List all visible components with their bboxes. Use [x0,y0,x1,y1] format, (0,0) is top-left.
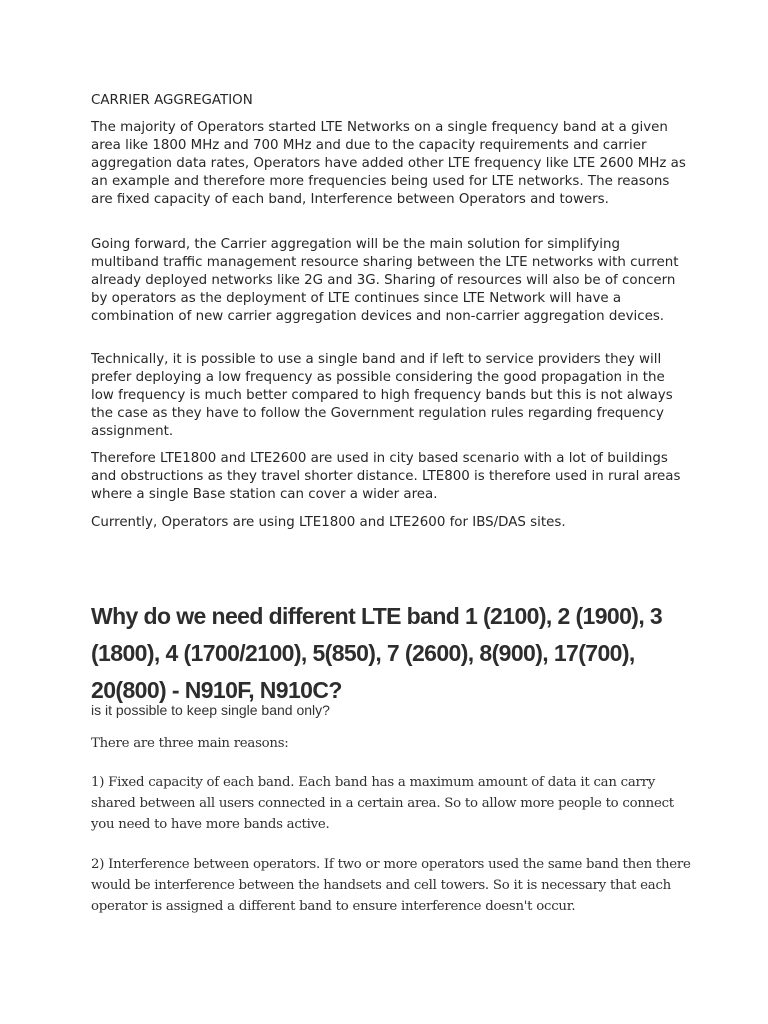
question-title: Why do we need different LTE band 1 (2100), 2 (1900), 3 (1800), 4 (1700/2100), 5(850), 7 (2600), 8(900), 17(700), 20(800) - N910F, N910C? [91,603,663,703]
reasons-intro: There are three main reasons: [91,736,289,751]
paragraph-city-rural: Therefore LTE1800 and LTE2600 are used in city based scenario with a lot of buildings and obstructions as they travel shorter distance. LTE800 is therefore used in rural areas where a single Base station can cover a wider area. [91,451,681,502]
paragraph-single-band: Technically, it is possible to use a single band and if left to service providers they will prefer deploying a low frequency as possible considering the good propagation in the low frequency is much better compared to high frequency bands but this is not always the case as they have to follow the Government regulation rules regarding frequency assignment. [91,352,673,439]
section-heading: CARRIER AGGREGATION [91,93,253,108]
paragraph-ibs-das: Currently, Operators are using LTE1800 and LTE2600 for IBS/DAS sites. [91,515,566,530]
paragraph-resource-sharing: Going forward, the Carrier aggregation will be the main solution for simplifying multiband traffic management resource sharing between the LTE networks with current already deployed networks like 2G and 3G. Sharing of resources will also be of concern by operators as the deployment of LTE continues since LTE Network will have a combination of new carrier aggregation devices and non-carrier aggregation devices. [91,237,679,324]
reason-interference: 2) Interference between operators. If two or more operators used the same band then there would be interference between the handsets and cell towers. So it is necessary that each operator is assigned a different band to ensure interference doesn't occur. [91,857,691,914]
paragraph-overview: The majority of Operators started LTE Networks on a single frequency band at a given area like 1800 MHz and 700 MHz and due to the capacity requirements and carrier aggregation data rates, Operators have added other LTE frequency like LTE 2600 MHz as an example and therefore more frequencies being used for LTE networks. The reasons are fixed capacity of each band, Interference between Operators and towers. [91,120,686,207]
question-subtitle: is it possible to keep single band only? [91,702,330,718]
reason-fixed-capacity: 1) Fixed capacity of each band. Each band has a maximum amount of data it can carry shared between all users connected in a certain area. So to allow more people to connect you need to have more bands active. [91,775,674,832]
